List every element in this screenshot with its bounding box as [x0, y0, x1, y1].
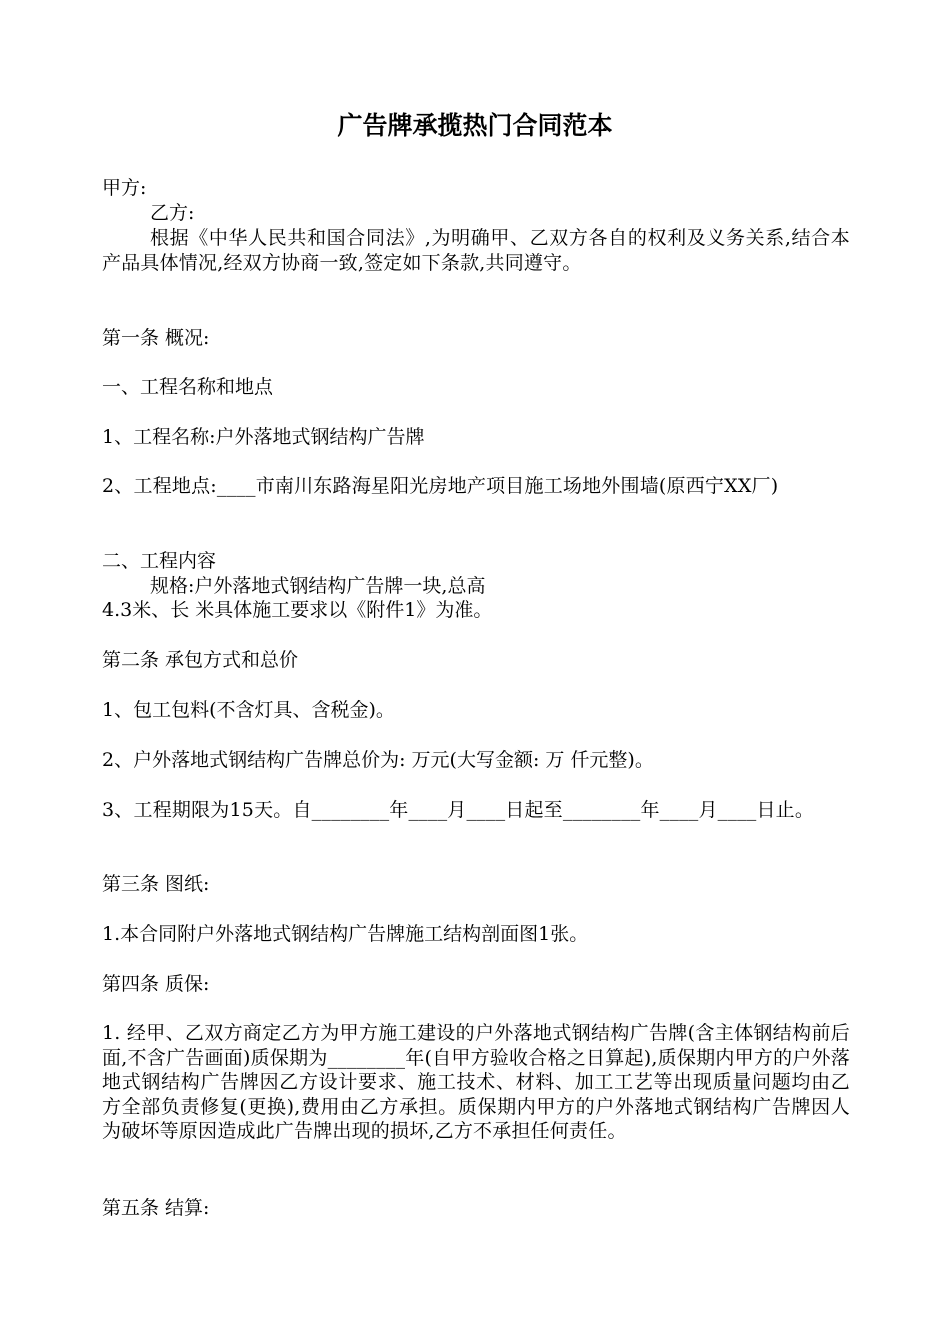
section-1-heading: 一、工程名称和地点	[102, 376, 274, 398]
project-location-item: 2、工程地点:____市南川东路海星阳光房地产项目施工场地外围墙(原西宁XX厂)	[102, 475, 779, 497]
document-title: 广告牌承揽热门合同范本	[337, 111, 613, 140]
spec-line-2: 4.3米、长 米具体施工要求以《附件1》为准。	[102, 599, 493, 621]
contract-method-item: 1、包工包料(不含灯具、含税金)。	[102, 699, 395, 721]
preamble-paragraph: 根据《中华人民共和国合同法》,为明确甲、乙双方各自的权利及义务关系,结合本产品具体情况,经双方协商一致,签定如下条款,共同遵守。	[102, 227, 850, 274]
total-price-item: 2、户外落地式钢结构广告牌总价为: 万元(大写金额: 万 仟元整)。	[102, 749, 654, 771]
project-duration-item: 3、工程期限为15天。自________年____月____日起至________年____月____日止。	[102, 799, 815, 821]
section-2-heading: 二、工程内容	[102, 550, 217, 572]
project-name-item: 1、工程名称:户外落地式钢结构广告牌	[102, 426, 425, 448]
article-1-heading: 第一条 概况:	[102, 327, 210, 349]
article-4-heading: 第四条 质保:	[102, 973, 210, 995]
article-3-heading: 第三条 图纸:	[102, 873, 210, 895]
party-b-label: 乙方:	[150, 202, 195, 224]
party-a-label: 甲方:	[102, 177, 147, 199]
spec-line-1: 规格:户外落地式钢结构广告牌一块,总高	[150, 575, 486, 597]
drawings-item: 1.本合同附户外落地式钢结构广告牌施工结构剖面图1张。	[102, 923, 589, 945]
warranty-paragraph: 1. 经甲、乙双方商定乙方为甲方施工建设的户外落地式钢结构广告牌(含主体钢结构前后面,不含广告画面)质保期为________年(自甲方验收合格之日算起),质保期内甲方的户外落地式钢结构广告牌因乙方设计要求、施工技术、材料、加工工艺等出现质量问题均由乙方全部负责修复(更换),费用由乙方承担。质保期内甲方的户外落地式钢结构广告牌因人为破坏等原因造成此广告牌出现的损坏,乙方不承担任何责任。	[102, 1022, 850, 1142]
article-5-heading: 第五条 结算:	[102, 1197, 210, 1219]
article-2-heading: 第二条 承包方式和总价	[102, 649, 299, 671]
